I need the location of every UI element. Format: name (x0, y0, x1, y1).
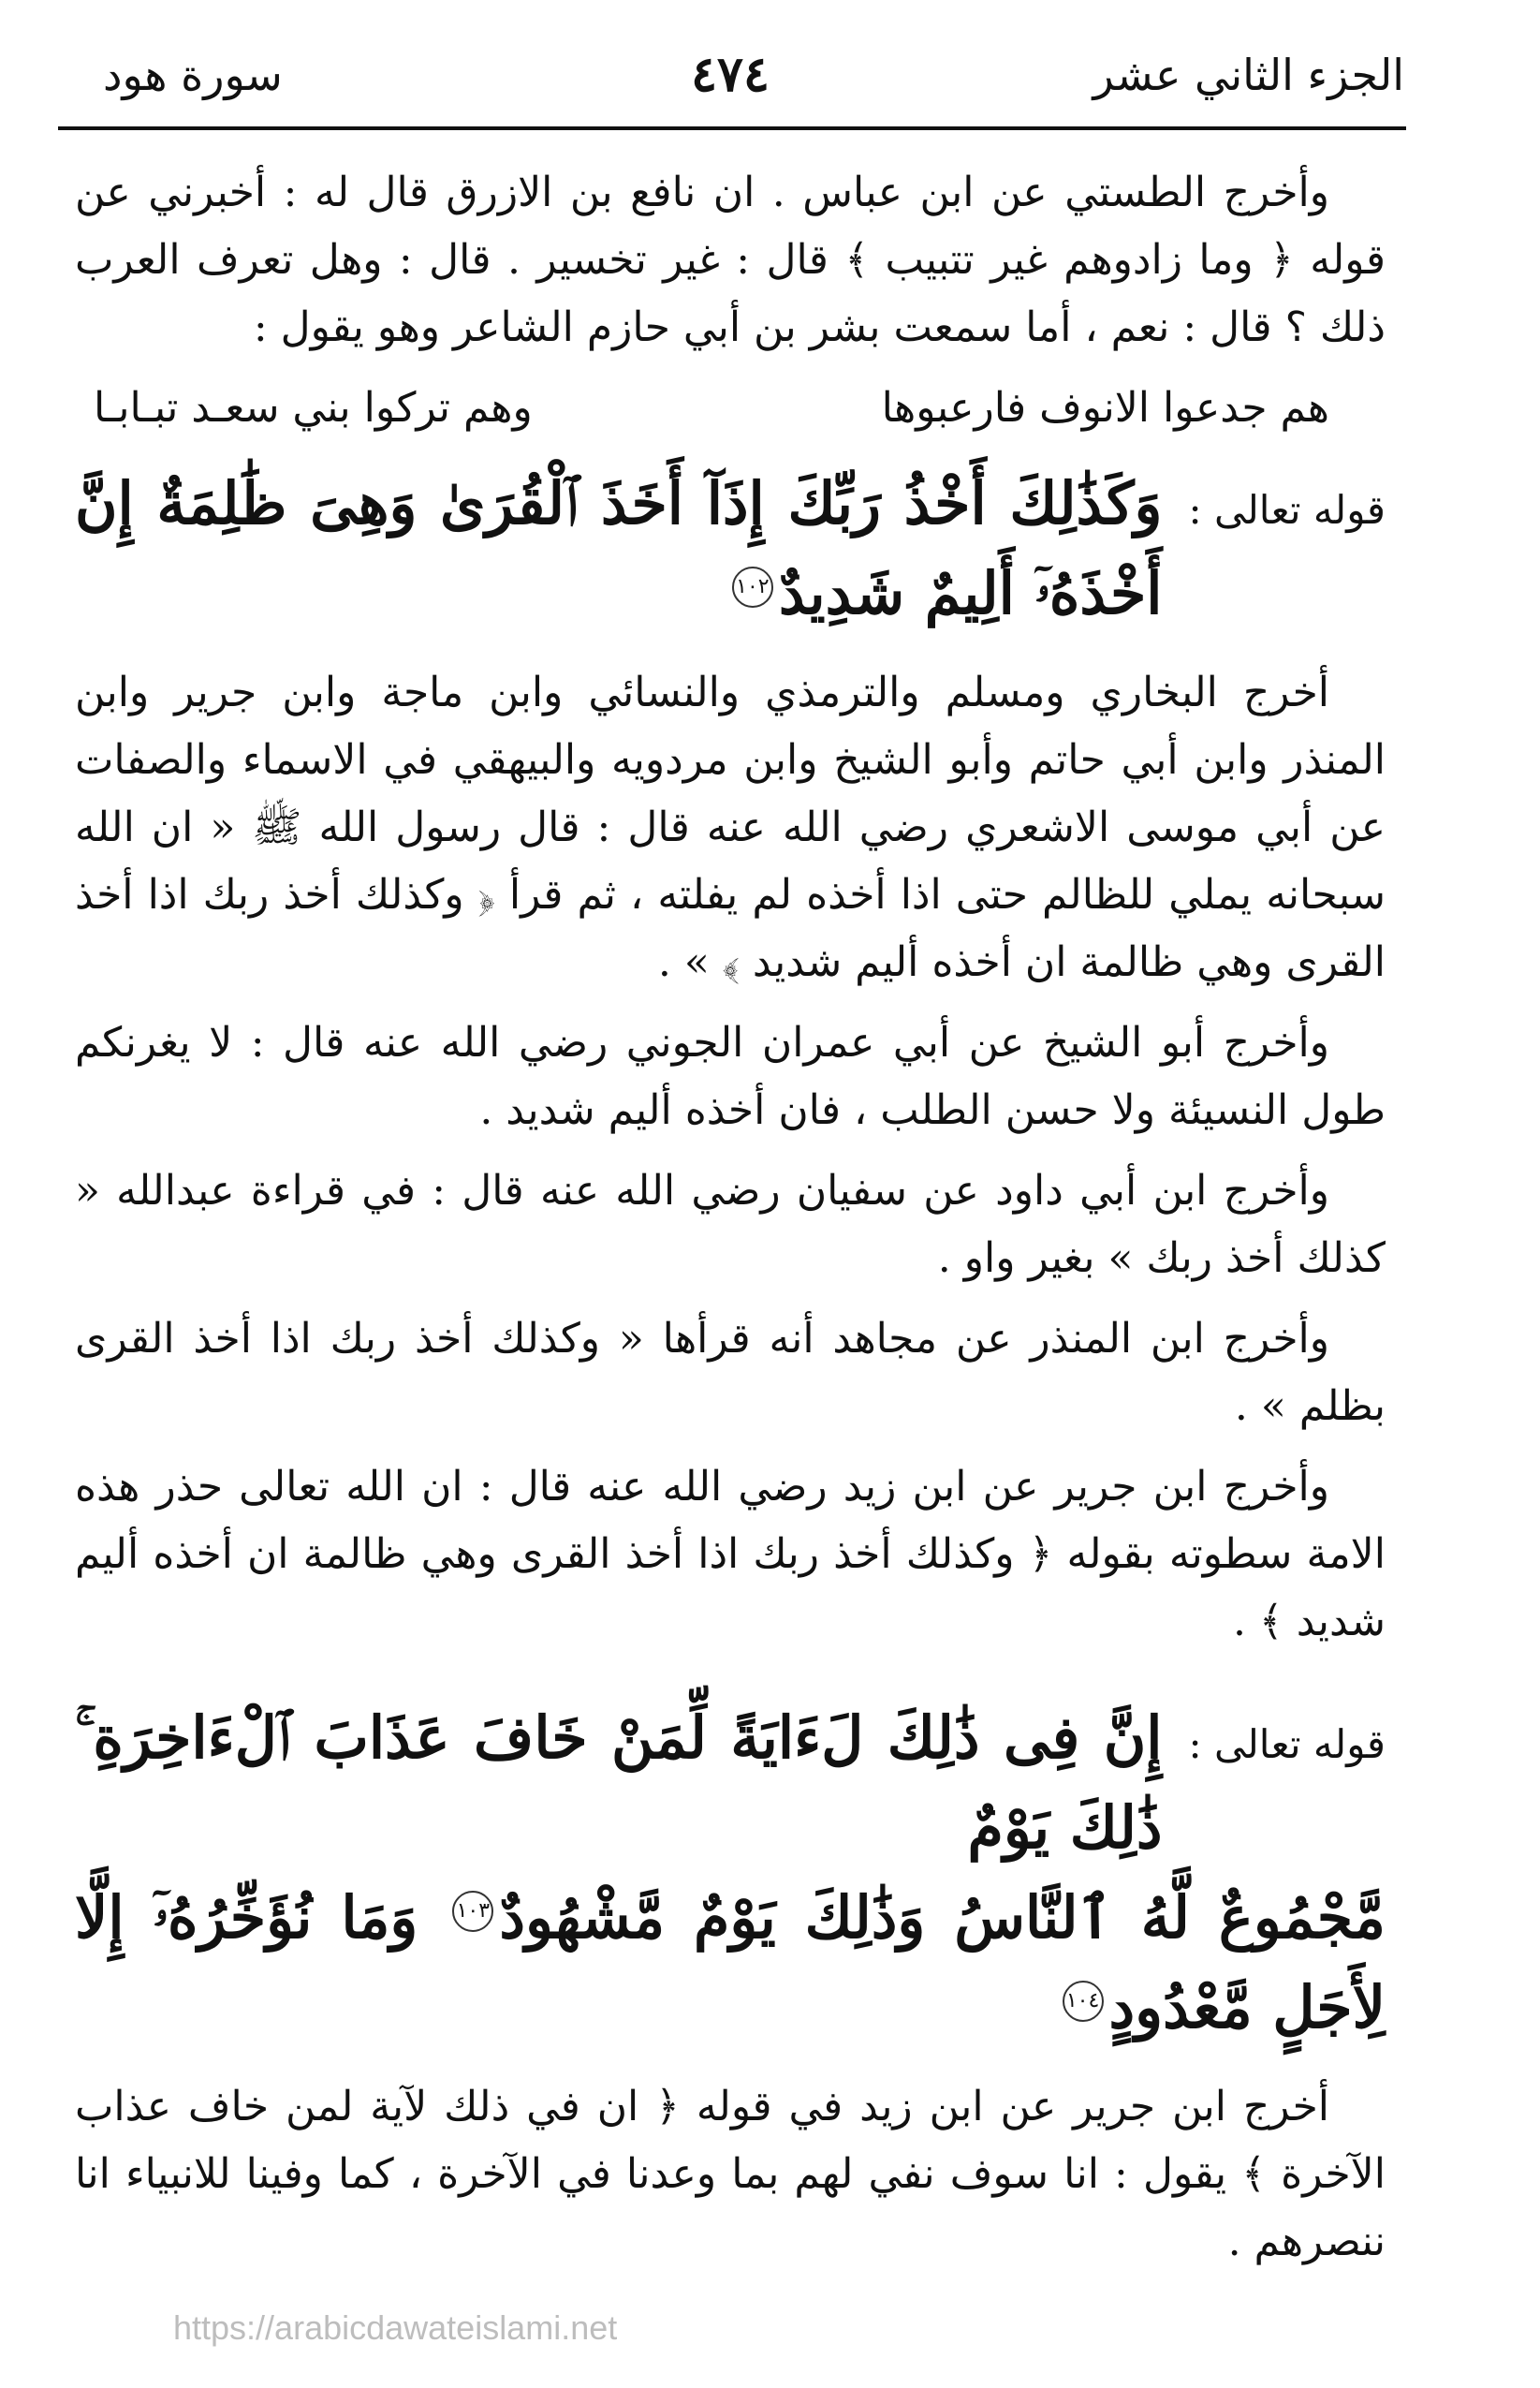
quran-label: قوله تعالى : (1188, 1721, 1386, 1767)
header-rule (58, 126, 1406, 130)
quran-verse-102 (75, 459, 1386, 639)
ayah-number: ١٠٢ (732, 567, 773, 608)
part-title: الجزء الثاني عشر (1093, 50, 1404, 100)
paragraph-5: وأخرج ابن المنذر عن مجاهد أنه قرأها « وكذلك أخذ ربك اذا أخذ القرى بظلم » . (75, 1315, 1386, 1430)
paragraph-4: وأخرج ابن أبي داود عن سفيان رضي الله عنه قال : في قراءة عبدالله « كذلك أخذ ربك » بغير واو . (75, 1167, 1386, 1282)
page-header (56, 37, 1404, 122)
quran-text (75, 459, 1163, 639)
quran-text-103: مَّجْمُوعٌ لَّهُ ٱلنَّاسُ وَذَٰلِكَ يَوْمٌ مَّشْهُودٌ (499, 1883, 1386, 1952)
quran-text-line-1: إِنَّ فِى ذَٰلِكَ لَءَايَةً لِّمَنْ خَافَ عَذَابَ ٱلْءَاخِرَةِ ۚ ذَٰلِكَ يَوْمٌ (75, 1703, 1163, 1862)
page-body (75, 159, 1386, 2289)
quran-line-2 (75, 1873, 1386, 2053)
watermark: https://arabicdawateislami.net (173, 2308, 618, 2347)
ayah-number: ١٠٣ (452, 1891, 493, 1932)
paragraph-6: وأخرج ابن جرير عن ابن زيد رضي الله عنه قال : ان الله تعالى حذر هذه الامة سطوته بقوله ﴿ وكذلك أخذ ربك اذا أخذ القرى وهي ظالمة ان أخذه أليم شديد ﴾ . (75, 1463, 1386, 1645)
paragraph-7: أخرج ابن جرير عن ابن زيد في قوله ﴿ ان في ذلك لآية لمن خاف عذاب الآخرة ﴾ يقول : انا سوف نفي لهم بما وعدنا في الآخرة ، كما وفينا للانبياء انا ننصرهم . (75, 2083, 1386, 2265)
page-number: ٤٧٤ (691, 46, 770, 103)
verse-second-hemistich: وهم تركوا بني سعـد تبـابـا (94, 384, 533, 432)
paragraph-2: أخرج البخاري ومسلم والترمذي والنسائي وابن ماجة وابن جرير وابن المنذر وابن أبي حاتم وأبو الشيخ وابن مردويه والبيهقي في الاسماء والصفات عن أبي موسى الاشعري رضي الله عنه قال : قال رسول الله ﷺ « ان الله سبحانه يملي للظالم حتى اذا أخذه لم يفلته ، ثم قرأ ﴿ وكذلك أخذ ربك اذا أخذ القرى وهي ظالمة ان أخذه أليم شديد ﴾ » . (75, 669, 1386, 986)
surah-title: سورة هود (103, 50, 283, 100)
quran-verse-103-104 (75, 1693, 1386, 2053)
verse-first-hemistich: هم جدعوا الانوف فارعبوها (881, 384, 1329, 432)
paragraph-3: وأخرج أبو الشيخ عن أبي عمران الجوني رضي الله عنه قال : لا يغرنكم طول النسيئة ولا حسن الطلب ، فان أخذه أليم شديد . (75, 1019, 1386, 1134)
quran-text-102: وَكَذَٰلِكَ أَخْذُ رَبِّكَ إِذَآ أَخَذَ ٱلْقُرَىٰ وَهِىَ ظَٰلِمَةٌ إِنَّ أَخْذَهُۥٓ أَلِيمٌ شَدِيدٌ (75, 469, 1163, 627)
paragraph-1: وأخرج الطستي عن ابن عباس . ان نافع بن الازرق قال له : أخبرني عن قوله ﴿ وما زادوهم غير تتبيب ﴾ قال : غير تخسير . قال : وهل تعرف العرب ذلك ؟ قال : نعم ، أما سمعت بشر بن أبي حازم الشاعر وهو يقول : (75, 169, 1386, 351)
ayah-number: ١٠٤ (1063, 1981, 1104, 2022)
poetry-verse (75, 375, 1386, 442)
quran-label: قوله تعالى : (1188, 487, 1386, 533)
quran-line-1 (75, 1693, 1386, 1873)
quran-text-104: وَمَا نُؤَخِّرُهُۥٓ إِلَّا لِأَجَلٍ مَّعْدُودٍ (75, 1883, 1386, 2042)
